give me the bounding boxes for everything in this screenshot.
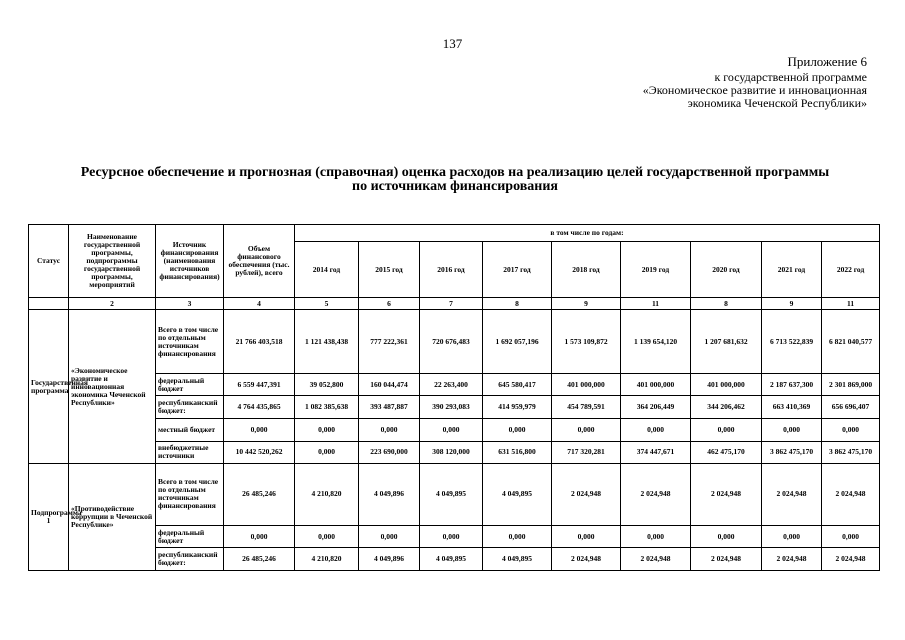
document-title-line: Ресурсное обеспечение и прогнозная (справочная) оценка расходов на реализацию целей государственной программы: [80, 165, 830, 180]
cell-year-value: 6 821 040,577: [822, 310, 880, 374]
appendix-note-line: «Экономическое развитие и инновационная: [642, 83, 867, 97]
cell-year-value: 364 206,449: [621, 396, 691, 419]
row-funding-source: республиканский бюджет:: [156, 548, 224, 571]
header-year: 2016 год: [420, 242, 483, 297]
cell-year-value: 1 082 385,638: [295, 396, 359, 419]
table-row: [29, 310, 880, 374]
cell-year-value: 6 713 522,839: [762, 310, 822, 374]
cell-year-value: 0,000: [621, 419, 691, 442]
row-funding-source: местный бюджет: [156, 419, 224, 442]
cell-year-value: 2 024,948: [762, 548, 822, 571]
column-index: 9: [552, 297, 621, 309]
cell-year-value: 4 210,820: [295, 548, 359, 571]
cell-total: 26 485,246: [224, 464, 295, 526]
cell-year-value: 1 139 654,120: [621, 310, 691, 374]
table-row: [29, 373, 880, 396]
column-index: 7: [420, 297, 483, 309]
header-source: Источник финансирования (наименования источников финансирования): [156, 225, 224, 298]
cell-year-value: 0,000: [483, 525, 552, 548]
header-year: 2015 год: [359, 242, 420, 297]
cell-year-value: 4 049,896: [359, 464, 420, 526]
table-body: [29, 225, 880, 571]
cell-year-value: 0,000: [295, 525, 359, 548]
column-index: 8: [483, 297, 552, 309]
cell-year-value: 720 676,483: [420, 310, 483, 374]
cell-year-value: 0,000: [295, 419, 359, 442]
column-index: 2: [69, 297, 156, 309]
cell-year-value: 22 263,400: [420, 373, 483, 396]
cell-year-value: 0,000: [621, 525, 691, 548]
cell-total: 21 766 403,518: [224, 310, 295, 374]
cell-year-value: 0,000: [359, 419, 420, 442]
cell-year-value: 4 049,895: [483, 548, 552, 571]
header-year: 2022 год: [822, 242, 880, 297]
row-funding-source: федеральный бюджет: [156, 373, 224, 396]
column-index: 5: [295, 297, 359, 309]
cell-year-value: 390 293,083: [420, 396, 483, 419]
cell-total: 0,000: [224, 525, 295, 548]
document-title: [50, 166, 860, 194]
cell-total: 10 442 520,262: [224, 441, 295, 464]
cell-year-value: 414 959,979: [483, 396, 552, 419]
column-index: 8: [691, 297, 762, 309]
cell-year-value: 0,000: [822, 419, 880, 442]
cell-year-value: 656 696,407: [822, 396, 880, 419]
cell-year-value: 39 052,800: [295, 373, 359, 396]
cell-year-value: 2 024,948: [762, 464, 822, 526]
cell-year-value: 4 049,895: [483, 464, 552, 526]
column-index: 11: [822, 297, 880, 309]
cell-year-value: 1 207 681,632: [691, 310, 762, 374]
appendix-note-line: экономика Чеченской Республики»: [687, 96, 867, 110]
column-index-row: [29, 297, 880, 309]
cell-year-value: 0,000: [691, 525, 762, 548]
cell-total: 6 559 447,391: [224, 373, 295, 396]
column-index: 3: [156, 297, 224, 309]
appendix-title: Приложение 6: [787, 54, 867, 69]
cell-year-value: 401 000,000: [552, 373, 621, 396]
cell-year-value: 2 024,948: [822, 464, 880, 526]
cell-year-value: 4 210,820: [295, 464, 359, 526]
header-year: 2017 год: [483, 242, 552, 297]
cell-year-value: 0,000: [552, 419, 621, 442]
cell-year-value: 0,000: [420, 419, 483, 442]
cell-year-value: 401 000,000: [621, 373, 691, 396]
appendix-note-line: к государственной программе: [714, 70, 867, 84]
cell-year-value: 2 024,948: [552, 548, 621, 571]
cell-year-value: 1 121 438,438: [295, 310, 359, 374]
column-index: 9: [762, 297, 822, 309]
header-year: 2014 год: [295, 242, 359, 297]
column-index: [29, 297, 69, 309]
table-row: [29, 441, 880, 464]
row-funding-source: внебюджетные источники: [156, 441, 224, 464]
cell-year-value: 4 049,896: [359, 548, 420, 571]
header-by-years: в том числе по годам:: [295, 225, 880, 242]
header-year: 2019 год: [621, 242, 691, 297]
cell-year-value: 2 024,948: [691, 548, 762, 571]
cell-year-value: 717 320,281: [552, 441, 621, 464]
cell-year-value: 1 692 057,196: [483, 310, 552, 374]
row-funding-source: федеральный бюджет: [156, 525, 224, 548]
cell-year-value: 0,000: [552, 525, 621, 548]
cell-year-value: 401 000,000: [691, 373, 762, 396]
cell-year-value: 2 024,948: [552, 464, 621, 526]
cell-year-value: 3 862 475,170: [822, 441, 880, 464]
cell-year-value: 374 447,671: [621, 441, 691, 464]
cell-year-value: 2 024,948: [691, 464, 762, 526]
cell-year-value: 223 690,000: [359, 441, 420, 464]
header-volume: Объем финансового обеспечения (тыс. рублей), всего: [224, 225, 295, 298]
cell-year-value: 777 222,361: [359, 310, 420, 374]
cell-year-value: 0,000: [762, 419, 822, 442]
table-row: [29, 396, 880, 419]
cell-year-value: 2 024,948: [621, 548, 691, 571]
table-row: [29, 464, 880, 526]
cell-year-value: 0,000: [762, 525, 822, 548]
column-index: 11: [621, 297, 691, 309]
table-row: [29, 525, 880, 548]
cell-total: 26 485,246: [224, 548, 295, 571]
cell-year-value: 4 049,895: [420, 548, 483, 571]
cell-year-value: 0,000: [420, 525, 483, 548]
header-year: 2018 год: [552, 242, 621, 297]
cell-year-value: 2 024,948: [822, 548, 880, 571]
cell-year-value: 663 410,369: [762, 396, 822, 419]
document-title-line: по источникам финансирования: [352, 179, 558, 194]
cell-year-value: 2 187 637,300: [762, 373, 822, 396]
header-name: Наименование государственной программы, подпрограммы государственной программы, мероприятий: [69, 225, 156, 298]
cell-year-value: 4 049,895: [420, 464, 483, 526]
cell-year-value: 645 580,417: [483, 373, 552, 396]
column-index: 6: [359, 297, 420, 309]
cell-total: 0,000: [224, 419, 295, 442]
cell-year-value: 344 206,462: [691, 396, 762, 419]
cell-year-value: 0,000: [295, 441, 359, 464]
cell-year-value: 3 862 475,170: [762, 441, 822, 464]
cell-year-value: 393 487,887: [359, 396, 420, 419]
cell-year-value: 2 301 869,000: [822, 373, 880, 396]
table-row: [29, 548, 880, 571]
row-program-name: «Противодействие коррупции в Чеченской Республике»: [69, 464, 156, 571]
header-year: 2021 год: [762, 242, 822, 297]
header-year: 2020 год: [691, 242, 762, 297]
cell-year-value: 0,000: [483, 419, 552, 442]
row-program-name: «Экономическое развитие и инновационная экономика Чеченской Республики»: [69, 310, 156, 464]
column-index: 4: [224, 297, 295, 309]
header-status: Статус: [29, 225, 69, 298]
row-funding-source: Всего в том числе по отдельным источникам финансирования: [156, 464, 224, 526]
cell-year-value: 1 573 109,872: [552, 310, 621, 374]
cell-year-value: 0,000: [822, 525, 880, 548]
funding-table: [28, 224, 880, 571]
cell-year-value: 0,000: [359, 525, 420, 548]
page-number: 137: [442, 36, 463, 51]
cell-year-value: 308 120,000: [420, 441, 483, 464]
appendix-note: [547, 71, 867, 110]
row-funding-source: республиканский бюджет:: [156, 396, 224, 419]
cell-year-value: 0,000: [691, 419, 762, 442]
cell-total: 4 764 435,865: [224, 396, 295, 419]
table-row: [29, 419, 880, 442]
cell-year-value: 454 789,591: [552, 396, 621, 419]
cell-year-value: 2 024,948: [621, 464, 691, 526]
row-status: Государственная программа: [29, 310, 69, 464]
cell-year-value: 462 475,170: [691, 441, 762, 464]
cell-year-value: 160 044,474: [359, 373, 420, 396]
row-status: Подпрограмма 1: [29, 464, 69, 571]
cell-year-value: 631 516,800: [483, 441, 552, 464]
row-funding-source: Всего в том числе по отдельным источникам финансирования: [156, 310, 224, 374]
